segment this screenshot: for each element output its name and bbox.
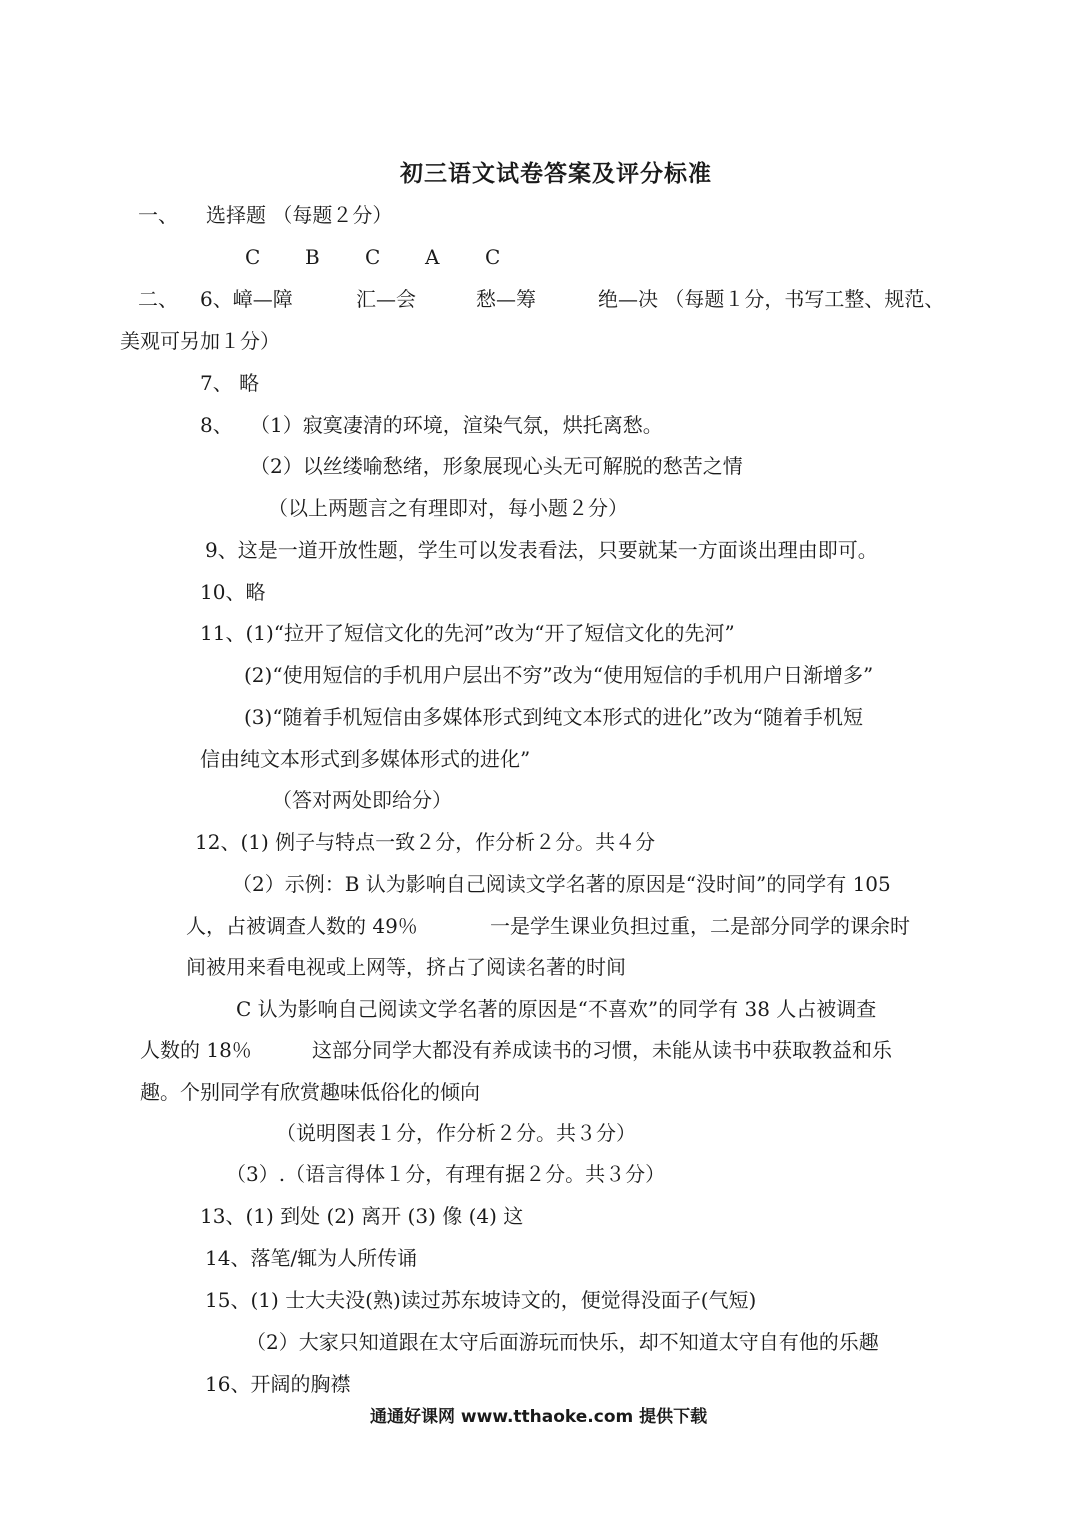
q12-c-line3: 趣。个别同学有欣赏趣味低俗化的倾向 [140,1080,480,1104]
q10-answer: 10、略 [200,580,266,604]
section2-number: 二、 [138,287,178,311]
choice-answer: A [425,245,440,269]
q12-c-line1: C 认为影响自己阅读文学名著的原因是“不喜欢”的同学有 38 人占被调查 [236,997,877,1021]
q8-number: 8、 [200,413,233,437]
q8-part2: （2）以丝缕喻愁绪，形象展现心头无可解脱的愁苦之情 [250,454,743,478]
choice-answer: C [365,245,381,269]
q11-part2: (2)“使用短信的手机用户层出不穷”改为“使用短信的手机用户日渐增多” [244,663,874,687]
q12-part1: 12、(1) 例子与特点一致２分，作分析２分。共４分 [195,830,656,854]
q12-part2-line1: （2）示例：B 认为影响自己阅读文学名著的原因是“没时间”的同学有 105 [232,872,891,896]
q12-c-line2a: 人数的 18％ [140,1038,252,1062]
q11-part1: 11、(1)“拉开了短信文化的先河”改为“开了短信文化的先河” [200,621,735,645]
q11-part3-line2: 信由纯文本形式到多媒体形式的进化” [200,747,531,771]
page-title: 初三语文试卷答案及评分标准 [400,161,712,187]
q15-part2: （2）大家只知道跟在太守后面游玩而快乐，却不知道太守自有他的乐趣 [246,1330,879,1354]
choice-answer: B [305,245,320,269]
q12-part2-line2b: 一是学生课业负担过重，二是部分同学的课余时 [490,914,910,938]
q6-continuation: 美观可另加１分） [120,329,280,353]
q6-c: 愁—筹 [476,287,536,311]
q14-answer: 14、落笔/辄为人所传诵 [205,1246,418,1270]
q12-part2-line2a: 人，占被调查人数的 49％ [186,914,418,938]
q11-note: （答对两处即给分） [272,788,452,812]
q12-part3: （3）.（语言得体１分，有理有据２分。共３分） [226,1162,666,1186]
footer-source: 通通好课网 www.tthaoke.com 提供下载 [370,1407,708,1427]
q15-part1: 15、(1) 士大夫没(熟)读过苏东坡诗文的，便觉得没面子(气短) [205,1288,757,1312]
q7-answer: 7、 略 [200,371,260,395]
q12-note: （说明图表１分，作分析２分。共３分） [276,1121,636,1145]
section1-label: 选择题 （每题２分） [206,203,393,227]
q8-part1: （1）寂寞凄清的环境，渲染气氛，烘托离愁。 [250,413,663,437]
choice-answer: C [245,245,261,269]
q16-answer: 16、开阔的胸襟 [205,1372,351,1396]
q12-part2-line3: 间被用来看电视或上网等，挤占了阅读名著的时间 [186,955,626,979]
q6-d: 绝—决 （每题１分，书写工整、规范、 [598,287,945,311]
choice-answer: C [485,245,501,269]
q6-b: 汇—会 [356,287,416,311]
q8-note: （以上两题言之有理即对，每小题２分） [268,496,628,520]
section1-number: 一、 [138,203,178,227]
q12-c-line2b: 这部分同学大都没有养成读书的习惯，未能从读书中获取教益和乐 [312,1038,892,1062]
q13-answer: 13、(1) 到处 (2) 离开 (3) 像 (4) 这 [200,1204,524,1228]
choice-answers [245,244,545,270]
q6-a: 6、嶂—障 [200,287,293,311]
q11-part3-line1: (3)“随着手机短信由多媒体形式到纯文本形式的进化”改为“随着手机短 [244,705,864,729]
q9-answer: 9、这是一道开放性题，学生可以发表看法，只要就某一方面谈出理由即可。 [205,538,878,562]
